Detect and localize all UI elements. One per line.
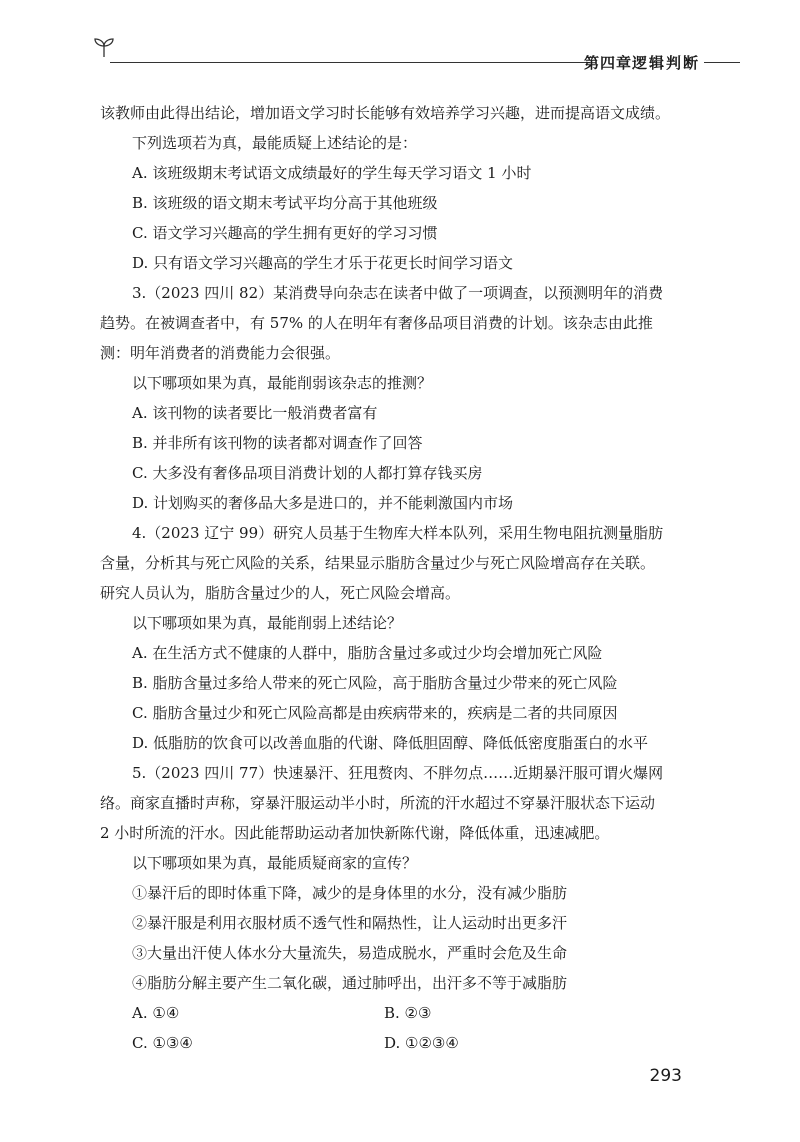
sprout-icon xyxy=(92,36,116,58)
header-rule-right xyxy=(704,62,740,63)
header-rule-left xyxy=(110,62,590,63)
running-header xyxy=(92,36,740,72)
q4-option-b: B. 脂肪含量过多给人带来的死亡风险，高于脂肪含量过少带来的死亡风险 xyxy=(132,674,618,692)
q5-choice-a: A. ①④ xyxy=(132,1004,180,1022)
q3-option-c: C. 大多没有奢侈品项目消费计划的人都打算存钱买房 xyxy=(132,464,483,482)
q2-option-a: A. 该班级期末考试语文成绩最好的学生每天学习语文 1 小时 xyxy=(132,164,532,182)
q3-option-d: D. 计划购买的奢侈品大多是进口的，并不能刺激国内市场 xyxy=(132,494,514,512)
q4-stem-line-1: 4.（2023 辽宁 99）研究人员基于生物库大样本队列，采用生物电阻抗测量脂肪 xyxy=(132,524,664,542)
q2-prompt: 下列选项若为真，最能质疑上述结论的是： xyxy=(132,134,418,152)
q3-stem-line-2: 趋势。在被调查者中，有 57% 的人在明年有奢侈品项目消费的计划。该杂志由此推 xyxy=(100,314,653,332)
chapter-number: 第四章 xyxy=(583,54,632,72)
chapter-title: 逻辑判断 xyxy=(631,54,700,72)
q2-stem-tail: 该教师由此得出结论，增加语文学习时长能够有效培养学习兴趣，进而提高语文成绩。 xyxy=(100,104,671,122)
q4-stem-line-3: 研究人员认为，脂肪含量过少的人，死亡风险会增高。 xyxy=(100,584,461,602)
q5-choice-b: B. ②③ xyxy=(384,1004,432,1022)
q4-stem-line-2: 含量，分析其与死亡风险的关系，结果显示脂肪含量过少与死亡风险增高存在关联。 xyxy=(100,554,656,572)
q4-option-d: D. 低脂肪的饮食可以改善血脂的代谢、降低胆固醇、降低低密度脂蛋白的水平 xyxy=(132,734,649,752)
q3-stem-line-1: 3.（2023 四川 82）某消费导向杂志在读者中做了一项调查，以预测明年的消费 xyxy=(132,284,664,302)
q2-option-b: B. 该班级的语文期末考试平均分高于其他班级 xyxy=(132,194,438,212)
q5-stem-line-3: 2 小时所流的汗水。因此能帮助运动者加快新陈代谢，降低体重，迅速减肥。 xyxy=(100,824,610,842)
q5-stem-line-2: 络。商家直播时声称，穿暴汗服运动半小时，所流的汗水超过不穿暴汗服状态下运动 xyxy=(100,794,656,812)
q4-option-c: C. 脂肪含量过少和死亡风险高都是由疾病带来的，疾病是二者的共同原因 xyxy=(132,704,618,722)
q5-statement-3: ③大量出汗使人体水分大量流失，易造成脱水，严重时会危及生命 xyxy=(132,944,568,962)
q2-option-d: D. 只有语文学习兴趣高的学生才乐于花更长时间学习语文 xyxy=(132,254,514,272)
q5-statement-1: ①暴汗后的即时体重下降，减少的是身体里的水分，没有减少脂肪 xyxy=(132,884,568,902)
q5-stem-line-1: 5.（2023 四川 77）快速暴汗、狂甩赘肉、不胖勿点……近期暴汗服可谓火爆网 xyxy=(132,764,664,782)
q5-choice-row-1 xyxy=(100,998,700,1028)
q3-stem-line-3: 测：明年消费者的消费能力会很强。 xyxy=(100,344,341,362)
q5-prompt: 以下哪项如果为真，最能质疑商家的宣传？ xyxy=(132,854,418,872)
q5-statement-2: ②暴汗服是利用衣服材质不透气性和隔热性，让人运动时出更多汗 xyxy=(132,914,568,932)
q5-statement-4: ④脂肪分解主要产生二氧化碳，通过肺呼出，出汗多不等于减脂肪 xyxy=(132,974,568,992)
q2-option-c: C. 语文学习兴趣高的学生拥有更好的学习习惯 xyxy=(132,224,438,242)
q4-prompt: 以下哪项如果为真，最能削弱上述结论？ xyxy=(132,614,403,632)
q5-choice-c: C. ①③④ xyxy=(132,1034,193,1052)
q3-option-b: B. 并非所有该刊物的读者都对调查作了回答 xyxy=(132,434,423,452)
q5-choice-row-2 xyxy=(100,1028,700,1058)
q4-option-a: A. 在生活方式不健康的人群中，脂肪含量过多或过少均会增加死亡风险 xyxy=(132,644,603,662)
page-body xyxy=(100,98,700,1058)
q3-prompt: 以下哪项如果为真，最能削弱该杂志的推测？ xyxy=(132,374,433,392)
q3-option-a: A. 该刊物的读者要比一般消费者富有 xyxy=(132,404,378,422)
page-number: 293 xyxy=(649,1066,682,1086)
q5-choice-d: D. ①②③④ xyxy=(384,1034,459,1052)
